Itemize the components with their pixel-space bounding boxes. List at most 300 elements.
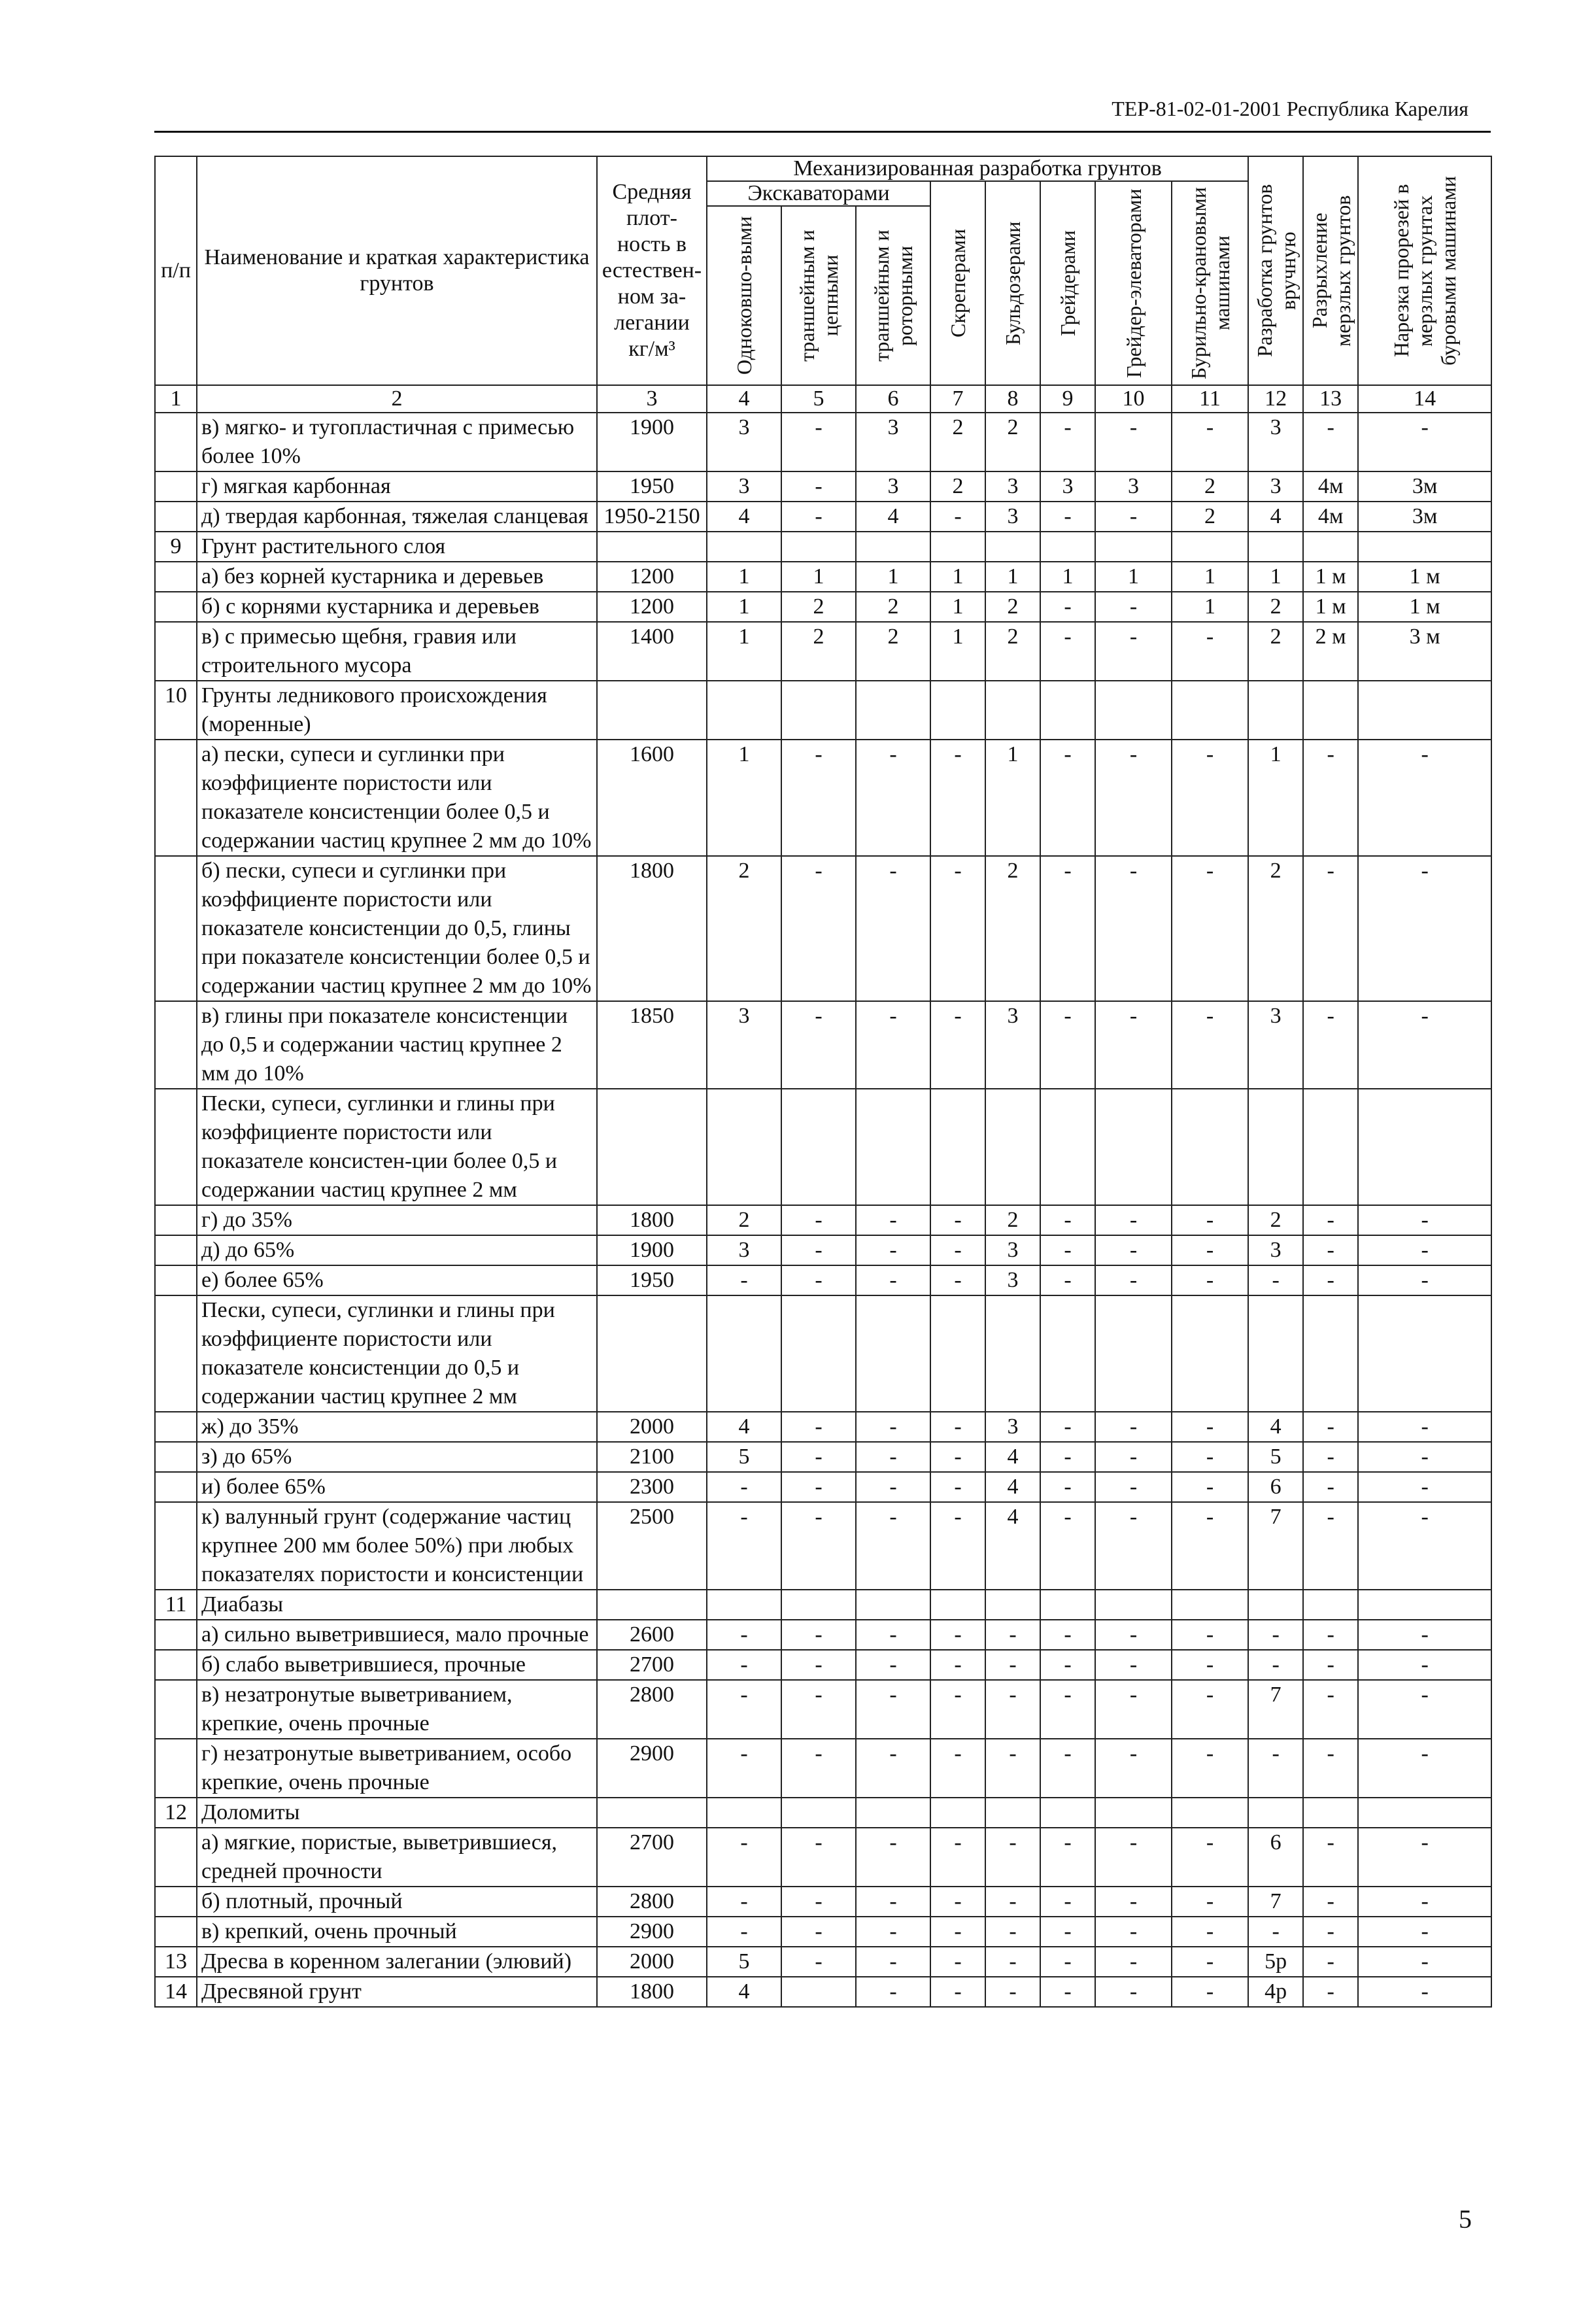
soil-name: Доломиты: [197, 1798, 597, 1828]
category-value: -: [707, 1887, 781, 1917]
category-value: 2: [1248, 856, 1303, 1001]
row-number: 11: [155, 1590, 197, 1620]
table-row: [155, 1265, 1491, 1295]
category-value: -: [1358, 1680, 1491, 1739]
category-value: -: [1095, 1472, 1172, 1502]
category-value: -: [1358, 1235, 1491, 1265]
column-number: 4: [707, 385, 781, 413]
category-value: 4: [985, 1502, 1040, 1590]
category-value: -: [1040, 413, 1095, 471]
category-value: -: [1095, 1887, 1172, 1917]
row-number: 9: [155, 532, 197, 562]
category-value: -: [930, 1650, 985, 1680]
table-row: [155, 1235, 1491, 1265]
category-value: -: [930, 1235, 985, 1265]
category-value: 3м: [1358, 502, 1491, 532]
category-value: 2: [985, 413, 1040, 471]
category-value: -: [856, 1502, 930, 1590]
row-number: [155, 1828, 197, 1887]
category-value: -: [1358, 1412, 1491, 1442]
category-value: -: [1303, 1502, 1358, 1590]
row-number: 10: [155, 681, 197, 740]
category-value: -: [1303, 1947, 1358, 1977]
soil-name: д) твердая карбонная, тяжелая сланцевая: [197, 502, 597, 532]
category-value: -: [781, 1947, 856, 1977]
category-value: -: [1040, 1235, 1095, 1265]
density-value: [597, 681, 707, 740]
category-value: -: [1248, 1620, 1303, 1650]
row-number: [155, 1887, 197, 1917]
column-number: 13: [1303, 385, 1358, 413]
column-number: 5: [781, 385, 856, 413]
col-header-num: п/п: [155, 156, 197, 385]
table-row: [155, 1502, 1491, 1590]
category-value: -: [781, 1680, 856, 1739]
soil-name: Пески, супеси, суглинки и глины при коэффициенте пористости или показателе консистен-ции более 0,5 и содержании частиц крупнее 2 мм: [197, 1089, 597, 1205]
category-value: -: [1303, 1205, 1358, 1235]
col-header-manual: Разработка грунтов вручную: [1248, 156, 1303, 385]
category-value: 3: [985, 1412, 1040, 1442]
row-number: [155, 1001, 197, 1089]
row-number: [155, 1412, 197, 1442]
category-value: 2: [1248, 592, 1303, 622]
table-row: [155, 1887, 1491, 1917]
category-value: -: [1040, 1947, 1095, 1977]
soil-name: б) пески, супеси и суглинки при коэффициенте пористости или показателе консистенции до 0,5, глины при показателе консистенции более 0,5 и содержании частиц крупнее 2 мм до 10%: [197, 856, 597, 1001]
category-value: -: [781, 1828, 856, 1887]
category-value: -: [781, 1739, 856, 1798]
category-value: -: [1303, 1265, 1358, 1295]
col-header-grader-elevators: Грейдер-элеваторами: [1095, 181, 1172, 385]
category-value: 1: [985, 740, 1040, 856]
soil-name: з) до 65%: [197, 1442, 597, 1472]
category-value: 2: [985, 622, 1040, 681]
soil-name: г) до 35%: [197, 1205, 597, 1235]
category-value: [1040, 681, 1095, 740]
row-number: [155, 1205, 197, 1235]
table-row: [155, 1917, 1491, 1947]
category-value: -: [1172, 1650, 1248, 1680]
category-value: -: [1172, 622, 1248, 681]
category-value: [856, 1295, 930, 1412]
category-value: 3: [1248, 471, 1303, 502]
category-value: -: [1172, 1412, 1248, 1442]
category-value: -: [1095, 1917, 1172, 1947]
soil-name: Диабазы: [197, 1590, 597, 1620]
category-value: -: [1172, 1442, 1248, 1472]
density-value: 2900: [597, 1739, 707, 1798]
density-value: 2600: [597, 1620, 707, 1650]
category-value: -: [781, 413, 856, 471]
category-value: -: [1040, 1502, 1095, 1590]
category-value: -: [1095, 856, 1172, 1001]
category-value: 2: [856, 592, 930, 622]
category-value: -: [781, 856, 856, 1001]
category-value: -: [985, 1620, 1040, 1650]
soil-name: в) незатронутые выветриванием, крепкие, очень прочные: [197, 1680, 597, 1739]
category-value: 3: [985, 502, 1040, 532]
category-value: 4м: [1303, 471, 1358, 502]
category-value: -: [1095, 1205, 1172, 1235]
category-value: -: [707, 1680, 781, 1739]
category-value: -: [856, 856, 930, 1001]
density-value: [597, 1798, 707, 1828]
row-number: [155, 471, 197, 502]
category-value: -: [1040, 1650, 1095, 1680]
category-value: 3: [856, 471, 930, 502]
table-row: [155, 1590, 1491, 1620]
category-value: -: [1172, 1739, 1248, 1798]
category-value: -: [930, 1472, 985, 1502]
category-value: 1: [707, 562, 781, 592]
category-value: -: [781, 471, 856, 502]
table-row: [155, 1205, 1491, 1235]
category-value: -: [930, 1502, 985, 1590]
header-row-1: [155, 156, 1491, 181]
category-value: 1 м: [1303, 562, 1358, 592]
density-value: 1600: [597, 740, 707, 856]
category-value: -: [1358, 740, 1491, 856]
category-value: 3: [707, 471, 781, 502]
col-header-drill-crane: Бурильно-крановыми машинами: [1172, 181, 1248, 385]
category-value: -: [856, 1680, 930, 1739]
soil-name: в) крепкий, очень прочный: [197, 1917, 597, 1947]
row-number: [155, 1650, 197, 1680]
category-value: -: [1172, 1205, 1248, 1235]
soil-name: в) с примесью щебня, гравия или строительного мусора: [197, 622, 597, 681]
col-header-name: Наименование и краткая характеристика грунтов: [197, 156, 597, 385]
category-value: -: [707, 1650, 781, 1680]
category-value: 2: [985, 1205, 1040, 1235]
category-value: [1095, 1089, 1172, 1205]
category-value: -: [930, 1917, 985, 1947]
category-value: -: [781, 1620, 856, 1650]
category-value: -: [1095, 1977, 1172, 2007]
table-row: [155, 1739, 1491, 1798]
column-number: 10: [1095, 385, 1172, 413]
soil-name: а) без корней кустарника и деревьев: [197, 562, 597, 592]
density-value: [597, 532, 707, 562]
category-value: -: [1040, 740, 1095, 856]
category-value: 4р: [1248, 1977, 1303, 2007]
category-value: [1358, 681, 1491, 740]
category-value: 4: [985, 1442, 1040, 1472]
category-value: -: [856, 1472, 930, 1502]
category-value: [707, 1089, 781, 1205]
category-value: -: [985, 1887, 1040, 1917]
category-value: 2: [856, 622, 930, 681]
category-value: [1303, 1798, 1358, 1828]
table-row: [155, 1412, 1491, 1442]
category-value: 2: [1248, 1205, 1303, 1235]
table-row: [155, 1472, 1491, 1502]
category-value: -: [1303, 1680, 1358, 1739]
category-value: 1: [1040, 562, 1095, 592]
category-value: -: [1172, 1001, 1248, 1089]
density-value: 2500: [597, 1502, 707, 1590]
category-value: -: [856, 1650, 930, 1680]
category-value: -: [1358, 1620, 1491, 1650]
soil-name: Грунты ледникового происхождения (моренные): [197, 681, 597, 740]
category-value: -: [856, 1739, 930, 1798]
category-value: [1248, 1590, 1303, 1620]
category-value: -: [1172, 1947, 1248, 1977]
column-number-row: [155, 385, 1491, 413]
category-value: 1: [930, 622, 985, 681]
category-value: [856, 1089, 930, 1205]
category-value: [930, 1590, 985, 1620]
category-value: -: [1303, 856, 1358, 1001]
category-value: -: [1040, 622, 1095, 681]
category-value: -: [1358, 413, 1491, 471]
category-value: -: [930, 1412, 985, 1442]
category-value: -: [1095, 740, 1172, 856]
category-value: -: [1172, 1502, 1248, 1590]
category-value: -: [1303, 1472, 1358, 1502]
category-value: -: [1040, 1472, 1095, 1502]
category-value: 7: [1248, 1680, 1303, 1739]
category-value: -: [930, 1620, 985, 1650]
category-value: -: [1248, 1650, 1303, 1680]
category-value: -: [856, 1235, 930, 1265]
category-value: [985, 681, 1040, 740]
column-number: 8: [985, 385, 1040, 413]
soil-name: а) пески, супеси и суглинки при коэффициенте пористости или показателе консистенции более 0,5 и содержании частиц крупнее 2 мм до 10%: [197, 740, 597, 856]
row-number: 12: [155, 1798, 197, 1828]
row-number: [155, 856, 197, 1001]
category-value: 3: [1040, 471, 1095, 502]
column-number: 9: [1040, 385, 1095, 413]
category-value: -: [930, 502, 985, 532]
category-value: -: [781, 1472, 856, 1502]
col-header-frozen-loosen: Разрыхление мерзлых грунтов: [1303, 156, 1358, 385]
category-value: -: [1095, 502, 1172, 532]
category-value: -: [856, 1001, 930, 1089]
category-value: 2: [930, 413, 985, 471]
category-value: [856, 532, 930, 562]
category-value: 3: [1095, 471, 1172, 502]
category-value: -: [856, 1205, 930, 1235]
category-value: -: [856, 1887, 930, 1917]
row-number: [155, 1917, 197, 1947]
category-value: -: [781, 1265, 856, 1295]
density-value: 1950: [597, 1265, 707, 1295]
category-value: [985, 1798, 1040, 1828]
category-value: 4: [856, 502, 930, 532]
category-value: 5р: [1248, 1947, 1303, 1977]
soil-name: г) незатронутые выветриванием, особо крепкие, очень прочные: [197, 1739, 597, 1798]
col-header-trench-rotor: траншейным и роторными: [856, 206, 930, 385]
table-row: [155, 1650, 1491, 1680]
category-value: 1: [781, 562, 856, 592]
category-value: -: [856, 1620, 930, 1650]
category-value: 1: [930, 592, 985, 622]
category-value: -: [1040, 856, 1095, 1001]
category-value: [1358, 1590, 1491, 1620]
category-value: -: [707, 1620, 781, 1650]
table-body: [155, 413, 1491, 2007]
category-value: [1095, 681, 1172, 740]
category-value: [1303, 1295, 1358, 1412]
category-value: 3: [1248, 1235, 1303, 1265]
category-value: [1358, 1089, 1491, 1205]
category-value: -: [781, 1442, 856, 1472]
category-value: 2: [781, 592, 856, 622]
document-header: ТЕР-81-02-01-2001 Республика Карелия: [1112, 97, 1469, 120]
category-value: -: [1095, 1947, 1172, 1977]
category-value: -: [1303, 1887, 1358, 1917]
category-value: -: [1303, 1001, 1358, 1089]
row-number: [155, 1265, 197, 1295]
category-value: -: [1303, 1977, 1358, 2007]
category-value: 1: [707, 622, 781, 681]
category-value: -: [1303, 1828, 1358, 1887]
soil-table: [154, 156, 1492, 2008]
category-value: [930, 1295, 985, 1412]
category-value: -: [1358, 1001, 1491, 1089]
category-value: [707, 681, 781, 740]
category-value: 3: [985, 1001, 1040, 1089]
category-value: -: [1172, 1265, 1248, 1295]
category-value: -: [1248, 1265, 1303, 1295]
category-value: [1095, 1798, 1172, 1828]
category-value: [707, 1798, 781, 1828]
category-value: -: [707, 1472, 781, 1502]
category-value: 3 м: [1358, 622, 1491, 681]
soil-name: ж) до 35%: [197, 1412, 597, 1442]
category-value: [781, 532, 856, 562]
category-value: 4м: [1303, 502, 1358, 532]
category-value: -: [985, 1650, 1040, 1680]
table-row: [155, 740, 1491, 856]
category-value: -: [1040, 1828, 1095, 1887]
category-value: -: [1358, 1947, 1491, 1977]
row-number: [155, 1739, 197, 1798]
category-value: [1172, 532, 1248, 562]
category-value: -: [856, 1412, 930, 1442]
category-value: [1040, 1590, 1095, 1620]
row-number: [155, 740, 197, 856]
category-value: -: [1040, 592, 1095, 622]
category-value: [1172, 1590, 1248, 1620]
category-value: [781, 1798, 856, 1828]
category-value: 4: [1248, 502, 1303, 532]
category-value: 2: [930, 471, 985, 502]
category-value: -: [781, 740, 856, 856]
category-value: -: [930, 1680, 985, 1739]
category-value: -: [1095, 592, 1172, 622]
category-value: -: [1303, 413, 1358, 471]
soil-name: б) с корнями кустарника и деревьев: [197, 592, 597, 622]
category-value: -: [1040, 1205, 1095, 1235]
category-value: -: [1095, 1680, 1172, 1739]
category-value: -: [1172, 740, 1248, 856]
density-value: [597, 1295, 707, 1412]
category-value: [1172, 1295, 1248, 1412]
table-row: [155, 1620, 1491, 1650]
category-value: -: [1095, 1442, 1172, 1472]
density-value: 2900: [597, 1917, 707, 1947]
col-header-graders: Грейдерами: [1040, 181, 1095, 385]
category-value: 7: [1248, 1887, 1303, 1917]
category-value: -: [1095, 413, 1172, 471]
category-value: -: [1358, 1502, 1491, 1590]
category-value: -: [781, 1650, 856, 1680]
category-value: 1: [707, 592, 781, 622]
soil-name: к) валунный грунт (содержание частиц крупнее 200 мм более 50%) при любых показателях пористости и консистенции: [197, 1502, 597, 1590]
category-value: -: [781, 1205, 856, 1235]
category-value: [707, 1295, 781, 1412]
category-value: -: [930, 1947, 985, 1977]
category-value: 3: [985, 1265, 1040, 1295]
table-row: [155, 1680, 1491, 1739]
density-value: 1400: [597, 622, 707, 681]
category-value: [1248, 532, 1303, 562]
row-number: [155, 592, 197, 622]
category-value: [781, 1295, 856, 1412]
category-value: [1248, 1295, 1303, 1412]
header-rule: [154, 131, 1491, 133]
category-value: 4: [985, 1472, 1040, 1502]
category-value: -: [856, 1977, 930, 2007]
density-value: 1800: [597, 1977, 707, 2007]
category-value: [781, 1977, 856, 2007]
table-row: [155, 502, 1491, 532]
row-number: [155, 1442, 197, 1472]
category-value: 2: [707, 1205, 781, 1235]
category-value: -: [1040, 1001, 1095, 1089]
category-value: 1 м: [1303, 592, 1358, 622]
category-value: -: [1358, 1887, 1491, 1917]
category-value: -: [1303, 1412, 1358, 1442]
category-value: 3: [707, 1001, 781, 1089]
category-value: -: [781, 1412, 856, 1442]
soil-name: в) мягко- и тугопластичная с примесью более 10%: [197, 413, 597, 471]
category-value: -: [1095, 622, 1172, 681]
category-value: -: [930, 1739, 985, 1798]
category-value: [1040, 1798, 1095, 1828]
density-value: 2100: [597, 1442, 707, 1472]
soil-name: Дресвяной грунт: [197, 1977, 597, 2007]
category-value: [1172, 1798, 1248, 1828]
category-value: -: [985, 1977, 1040, 2007]
category-value: -: [781, 1001, 856, 1089]
category-value: 1: [856, 562, 930, 592]
soil-name: и) более 65%: [197, 1472, 597, 1502]
density-value: 2700: [597, 1828, 707, 1887]
table-row: [155, 681, 1491, 740]
column-number: 14: [1358, 385, 1491, 413]
category-value: 3: [1248, 1001, 1303, 1089]
row-number: [155, 622, 197, 681]
density-value: 1800: [597, 1205, 707, 1235]
density-value: 1200: [597, 592, 707, 622]
soil-name: б) слабо выветрившиеся, прочные: [197, 1650, 597, 1680]
row-number: 14: [155, 1977, 197, 2007]
category-value: 1 м: [1358, 592, 1491, 622]
category-value: [1095, 1295, 1172, 1412]
category-value: -: [1358, 1828, 1491, 1887]
table-row: [155, 1798, 1491, 1828]
category-value: [1172, 681, 1248, 740]
table-row: [155, 413, 1491, 471]
category-value: [930, 532, 985, 562]
category-value: -: [707, 1739, 781, 1798]
category-value: [856, 681, 930, 740]
category-value: [1358, 532, 1491, 562]
table-row: [155, 592, 1491, 622]
category-value: -: [856, 1917, 930, 1947]
